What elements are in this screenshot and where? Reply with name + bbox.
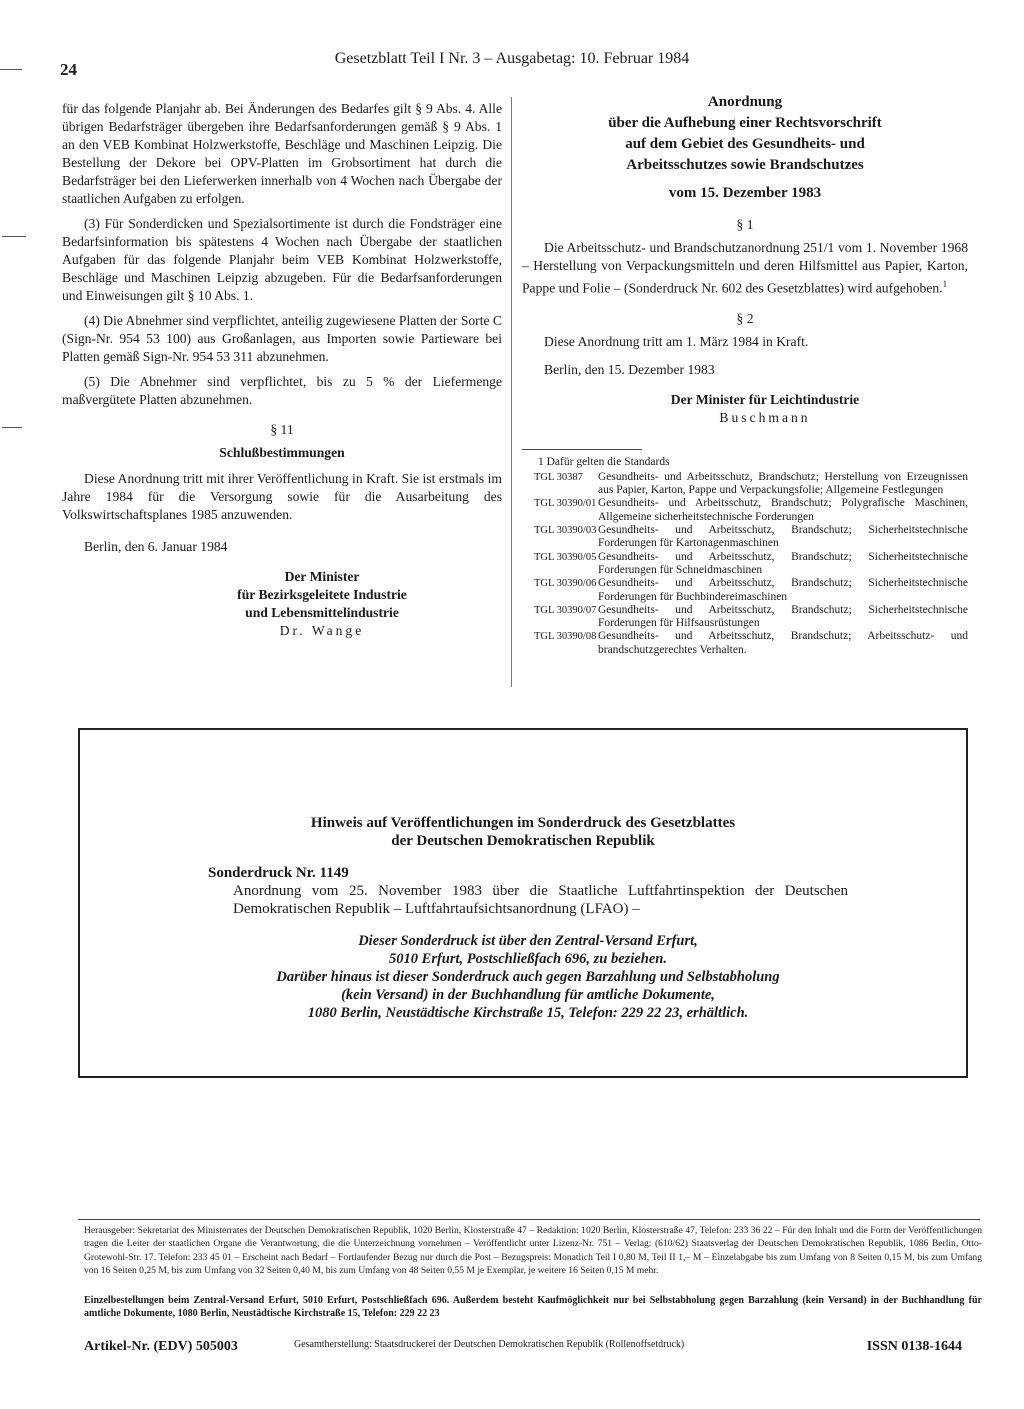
order-date: vom 15. Dezember 1983 — [668, 185, 822, 201]
notice-box — [78, 728, 968, 1078]
producer: Gesamtherstellung: Staatsdruckerei der Deutschen Demokratischen Republik (Rollenoffsetdruck) — [294, 1339, 685, 1350]
notice-title-line-1: Hinweis auf Veröffentlichungen im Sonderdruck des Gesetzblattes — [310, 815, 736, 831]
notice-content — [208, 864, 848, 1022]
margin-mark — [0, 69, 22, 70]
distribution-line-2: 5010 Erfurt, Postschließfach 696, zu beziehen. — [389, 951, 667, 967]
standard-text: Gesundheits- und Arbeitsschutz, Brandschutz; Arbeitsschutz- und brandschutzgerechtes Verhalten. — [598, 630, 968, 656]
standard-text: Gesundheits- und Arbeitsschutz, Brandschutz; Sicherheitstechnische Forderungen für Buchbindereimaschinen — [598, 577, 968, 603]
footnote — [522, 456, 968, 657]
standard-text: Gesundheits- und Arbeitsschutz, Brandschutz; Sicherheitstechnische Forderungen für Schneidmaschinen — [598, 550, 968, 576]
section-11-heading: § 11 — [270, 422, 294, 437]
standard-row — [522, 497, 968, 524]
standard-row — [522, 471, 968, 498]
standard-code: TGL 30390/01 — [534, 498, 597, 510]
standard-row — [522, 577, 968, 604]
standard-row — [522, 551, 968, 578]
section-2-text: Diese Anordnung tritt am 1. März 1984 in Kraft. — [544, 333, 809, 349]
running-header: Gesetzblatt Teil I Nr. 3 – Ausgabetag: 10. Februar 1984 — [334, 50, 690, 67]
paragraph-4: (4) Die Abnehmer sind verpflichtet, anteilig zugewiesene Platten der Sorte C (Sign-Nr. 954 53 100) aus Großanlagen, aus Importen sowie Partieware bei Platten gemäß Sign-Nr. 954 53 311 abzunehmen. — [62, 313, 502, 364]
paragraph-continuation: für das folgende Planjahr ab. Bei Änderungen des Bedarfes gilt § 9 Abs. 4. Alle übrigen Bedarfsträger übergeben ihre Bedarfsanforderungen gemäß § 9 Abs. 1 an den VEB Kombinat Holzwerkstoffe, Beschläge und Maschinen Leipzig. Die Bestellung der Dekore bei OPV-Platten im Grobsortiment hat durch die Bedarfsträger bei den Lieferwerken innerhalb von 4 Wochen nach Übergabe der staatlichen Aufgaben zu erfolgen. — [62, 101, 502, 206]
column-divider — [511, 97, 512, 687]
standard-code: TGL 30387 — [534, 471, 583, 483]
standard-code: TGL 30390/07 — [534, 604, 597, 616]
standard-row — [522, 604, 968, 631]
imprint-rule — [78, 1219, 980, 1220]
paragraph-5: (5) Die Abnehmer sind verpflichtet, bis zu 5 % der Liefermenge maßvergütete Platten abzunehmen. — [62, 374, 502, 407]
section-1-text: Die Arbeitsschutz- und Brandschutzanordnung 251/1 vom 1. November 1968 – Herstellung von Verpackungsmitteln und deren Hilfsmittel aus Papier, Karton, Pappe und Folie – (Sonderdruck Nr. 602 des Gesetzblattes) wird aufgehoben.$^1$ — [522, 240, 968, 296]
standard-row — [522, 524, 968, 551]
distribution-line-5: 1080 Berlin, Neustädtische Kirchstraße 15, Telefon: 229 22 23, erhältlich. — [307, 1005, 749, 1021]
signer-line-2: für Bezirksgeleitete Industrie — [237, 587, 407, 602]
sonderdruck-text: Anordnung vom 25. November 1983 über die Staatliche Luftfahrtinspektion der Deutschen Demokratischen Republik – Luftfahrtaufsichtsanordnung (LFAO) – — [233, 883, 848, 917]
section-11-text: Diese Anordnung tritt mit ihrer Veröffentlichung in Kraft. Sie ist erstmals im Jahre 1984 für die Versorgung sowie für die Ausarbeitung des Volkswirtschaftsplanes 1985 anzuwenden. — [62, 471, 502, 522]
footnote-ref: 1 — [942, 279, 948, 289]
section-1-heading: § 1 — [736, 217, 754, 232]
imprint-text: Herausgeber: Sekretariat des Ministerrates der Deutschen Demokratischen Republik, 1020 Berlin, Klosterstraße 47 – Redaktion: 1020 Berlin, Klosterstraße 47, Telefon: 233 36 22 – Für den Inhalt und die Form der Veröffentlichungen tragen die Leiter der staatlichen Organe die Verantwortung, die die Unterzeichnung vornehmen – Veröffentlicht unter Lizenz-Nr. 751 – Verlag: (610/62) Staatsverlag der Deutschen Demokratischen Republik, 1086 Berlin, Otto-Grotewohl-Str. 17. Telefon: 233 45 01 – Erscheint nach Bedarf – Fortlaufender Bezug nur durch die Post – Bezugspreis: Monatlich Teil I 0,80 M, Teil II 1,– M – Einzelabgabe bis zum Umfang von 8 Seiten 0,15 M, bis zum Umfang von 16 Seiten 0,25 M, bis zum Umfang von 32 Seiten 0,40 M, bis zum Umfang von 48 Seiten 0,55 M je Exemplar, je weitere 16 Seiten 0,15 M mehr. — [84, 1225, 982, 1277]
place-date: Berlin, den 6. Januar 1984 — [84, 539, 228, 554]
standard-text: Gesundheits- und Arbeitsschutz, Brandschutz; Sicherheitstechnische Forderungen für Hilfsausrüstungen — [598, 603, 968, 630]
order-title-2: über die Aufhebung einer Rechtsvorschrift — [608, 115, 882, 131]
left-column — [62, 100, 502, 640]
right-column — [522, 92, 968, 657]
signer-name: Buschmann — [719, 409, 811, 425]
place-date: Berlin, den 15. Dezember 1983 — [544, 361, 715, 377]
margin-mark — [2, 236, 26, 237]
page-number: 24 — [60, 60, 77, 79]
signer: Der Minister für Leichtindustrie — [670, 391, 860, 407]
paragraph-3: (3) Für Sonderdicken und Spezialsortimente ist durch die Fondsträger eine Bedarfsinformation bis spätestens 4 Wochen nach Übergabe der staatlichen Aufgaben für das folgende Planjahr beim VEB Kombinat Holzwerkstoffe, Beschläge und Maschinen Leipzig abzugeben. Für die Bedarfsanforderungen und Einweisungen gilt § 10 Abs. 1. — [62, 216, 502, 303]
standard-code: TGL 30390/05 — [534, 551, 597, 563]
distribution-info — [208, 932, 848, 1022]
notice-title-line-2: der Deutschen Demokratischen Republik — [391, 833, 655, 849]
order-title-3: auf dem Gebiet des Gesundheits- und — [625, 136, 865, 152]
order-title-4: Arbeitsschutzes sowie Brandschutzes — [626, 157, 864, 173]
distribution-line-3: Darüber hinaus ist dieser Sonderdruck auch gegen Barzahlung und Selbstabholung — [276, 969, 780, 985]
standard-text: Gesundheits- und Arbeitsschutz, Brandschutz; Sicherheitstechnische Forderungen für Kartonagenmaschinen — [598, 524, 968, 550]
signer-name: Dr. Wange — [279, 623, 365, 638]
margin-mark — [2, 427, 22, 428]
standard-text: Gesundheits- und Arbeitsschutz, Brandschutz; Polygrafische Maschinen, Allgemeine sicherheitstechnische Forderungen — [598, 497, 968, 523]
standard-code: TGL 30390/08 — [534, 631, 597, 643]
section-2-heading: § 2 — [736, 310, 754, 326]
standard-text: Gesundheits- und Arbeitsschutz, Brandschutz; Herstellung von Erzeugnissen aus Papier, Karton, Pappe und Verpackungsfolie; Allgemeine Festlegungen — [598, 470, 968, 497]
imprint-order-info: Einzelbestellungen beim Zentral-Versand Erfurt, 5010 Erfurt, Postschließfach 696. Außerdem besteht Kaufmöglichkeit nur bei Selbstabholung gegen Barzahlung (kein Versand) in der Buchhandlung für amtliche Dokumente, 1080 Berlin, Neustädtische Kirchstraße 15, Telefon: 229 22 23 — [84, 1295, 982, 1320]
signer-line-3: und Lebensmittelindustrie — [245, 605, 399, 620]
footnote-intro: 1 Dafür gelten die Standards — [538, 455, 670, 468]
order-title-1: Anordnung — [707, 94, 783, 110]
signer-line-1: Der Minister — [284, 569, 360, 584]
issn: ISSN 0138-1644 — [866, 1339, 962, 1354]
distribution-line-1: Dieser Sonderdruck ist über den Zentral-Versand Erfurt, — [358, 933, 698, 949]
distribution-line-4: (kein Versand) in der Buchhandlung für amtliche Dokumente, — [341, 987, 715, 1003]
standard-code: TGL 30390/06 — [534, 578, 597, 590]
notice-title — [80, 814, 966, 850]
standard-code: TGL 30390/03 — [534, 525, 597, 537]
imprint-bottom — [84, 1339, 982, 1355]
sonderdruck-heading: Sonderdruck Nr. 1149 — [208, 865, 349, 881]
article-number: Artikel-Nr. (EDV) 505003 — [84, 1339, 238, 1354]
footnote-rule — [522, 449, 642, 450]
section-11-title: Schlußbestimmungen — [219, 445, 345, 460]
standard-row — [522, 630, 968, 657]
